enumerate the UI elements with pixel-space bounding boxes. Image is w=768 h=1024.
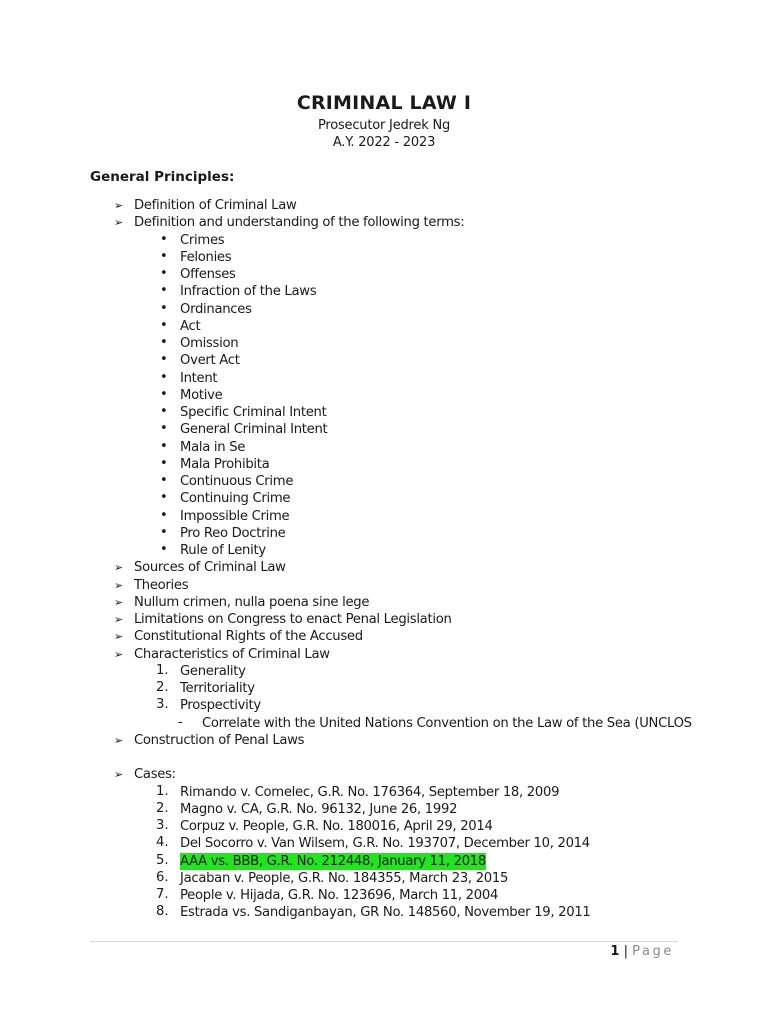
list-number: 1. xyxy=(156,662,169,678)
dash-bullet-icon: - xyxy=(178,714,183,730)
cases-heading: Cases: xyxy=(134,767,176,783)
bullet-icon: • xyxy=(160,386,168,402)
bullet-icon: • xyxy=(160,524,168,540)
outline-item: Construction of Penal Laws xyxy=(134,732,305,748)
term-item: Motive xyxy=(180,387,223,403)
bullet-icon: • xyxy=(160,404,168,419)
document-author: Prosecutor Jedrek Ng xyxy=(317,118,451,133)
outline-item: Sources of Criminal Law xyxy=(134,560,286,576)
arrow-bullet-icon: ➢ xyxy=(114,561,124,575)
case-item: Corpuz v. People, G.R. No. 180016, April 29, 2014 xyxy=(180,819,493,834)
characteristic-item: Generality xyxy=(180,663,246,679)
document-title: CRIMINAL LAW I xyxy=(296,92,472,114)
term-item: Specific Criminal Intent xyxy=(180,405,327,420)
outline-item: Definition of Criminal Law xyxy=(134,198,297,213)
highlighted-case-item: AAA vs. BBB, G.R. No. 212448, January 11, 2018 xyxy=(180,853,486,869)
term-item: Felonies xyxy=(180,249,232,265)
arrow-bullet-icon: ➢ xyxy=(114,647,124,661)
case-item: Del Socorro v. Van Wilsem, G.R. No. 193707, December 10, 2014 xyxy=(180,836,590,852)
term-item: Mala Prohibita xyxy=(180,456,270,472)
academic-year: A.Y. 2022 - 2023 xyxy=(332,135,436,150)
page-word: Page xyxy=(632,944,674,959)
bullet-icon: • xyxy=(160,507,168,523)
bullet-icon: • xyxy=(160,490,168,506)
arrow-bullet-icon: ➢ xyxy=(114,578,124,592)
characteristic-item: Territoriality xyxy=(180,681,255,696)
list-number: 2. xyxy=(156,800,169,816)
term-item: Mala in Se xyxy=(180,439,246,455)
outline-item: Theories xyxy=(134,577,189,593)
list-number: 7. xyxy=(156,887,169,902)
bullet-icon: • xyxy=(160,300,168,316)
term-item: Overt Act xyxy=(180,353,240,369)
bullet-icon: • xyxy=(160,473,168,488)
bullet-icon: • xyxy=(160,283,168,299)
term-item: Ordinances xyxy=(180,301,252,317)
list-number: 4. xyxy=(156,835,169,851)
footer-divider xyxy=(90,941,678,942)
arrow-bullet-icon: ➢ xyxy=(114,613,124,626)
arrow-bullet-icon: ➢ xyxy=(114,768,124,782)
bullet-icon: • xyxy=(160,455,168,471)
bullet-icon: • xyxy=(160,352,168,368)
prospectivity-note: Correlate with the United Nations Convention on the Law of the Sea (UNCLOS xyxy=(202,715,692,731)
list-number: 5. xyxy=(156,852,169,868)
outline-item: Nullum crimen, nulla poena sine lege xyxy=(134,594,370,610)
term-item: Pro Reo Doctrine xyxy=(180,525,286,541)
arrow-bullet-icon: ➢ xyxy=(114,630,124,644)
arrow-bullet-icon: ➢ xyxy=(114,733,124,747)
term-item: Continuous Crime xyxy=(180,474,294,489)
bullet-icon: • xyxy=(160,438,168,454)
term-item: Impossible Crime xyxy=(180,508,290,524)
page-footer xyxy=(610,944,674,959)
list-number: 2. xyxy=(156,680,169,695)
section-heading: General Principles: xyxy=(90,169,235,185)
arrow-bullet-icon: ➢ xyxy=(114,216,124,230)
bullet-icon: • xyxy=(160,317,168,333)
bullet-icon: • xyxy=(160,369,168,385)
case-item: Rimando v. Comelec, G.R. No. 176364, September 18, 2009 xyxy=(180,784,560,800)
outline-item: Constitutional Rights of the Accused xyxy=(134,629,363,645)
term-item: Intent xyxy=(180,370,218,386)
bullet-icon: • xyxy=(160,542,168,557)
term-item: General Criminal Intent xyxy=(180,422,328,438)
bullet-icon: • xyxy=(160,421,168,437)
outline-item: Characteristics of Criminal Law xyxy=(134,646,330,662)
term-item: Infraction of the Laws xyxy=(180,284,317,300)
outline-item: Definition and understanding of the following terms: xyxy=(134,215,465,231)
arrow-bullet-icon: ➢ xyxy=(114,199,124,212)
bullet-icon: • xyxy=(160,335,168,350)
bullet-icon: • xyxy=(160,248,168,264)
list-number: 8. xyxy=(156,904,169,920)
term-item: Continuing Crime xyxy=(180,491,291,507)
case-item: Jacaban v. People, G.R. No. 184355, March 23, 2015 xyxy=(180,870,509,886)
term-item: Offenses xyxy=(180,267,236,282)
page-separator: | xyxy=(623,944,628,959)
page-number: 1 xyxy=(610,944,620,959)
term-item: Act xyxy=(180,318,201,334)
list-number: 6. xyxy=(156,869,169,885)
list-number: 1. xyxy=(156,783,169,799)
case-item: People v. Hijada, G.R. No. 123696, March 11, 2004 xyxy=(180,888,499,903)
term-item: Omission xyxy=(180,336,239,351)
list-number: 3. xyxy=(156,818,169,833)
bullet-icon: • xyxy=(160,231,168,247)
term-item: Rule of Lenity xyxy=(180,543,266,558)
arrow-bullet-icon: ➢ xyxy=(114,595,124,609)
bullet-icon: • xyxy=(160,266,168,281)
case-item: Estrada vs. Sandiganbayan, GR No. 148560, November 19, 2011 xyxy=(180,905,591,921)
list-number: 3. xyxy=(156,697,169,713)
outline-item: Limitations on Congress to enact Penal Legislation xyxy=(134,612,452,627)
characteristic-item: Prospectivity xyxy=(180,698,261,714)
case-item: Magno v. CA, G.R. No. 96132, June 26, 1992 xyxy=(180,801,458,817)
term-item: Crimes xyxy=(180,232,225,248)
